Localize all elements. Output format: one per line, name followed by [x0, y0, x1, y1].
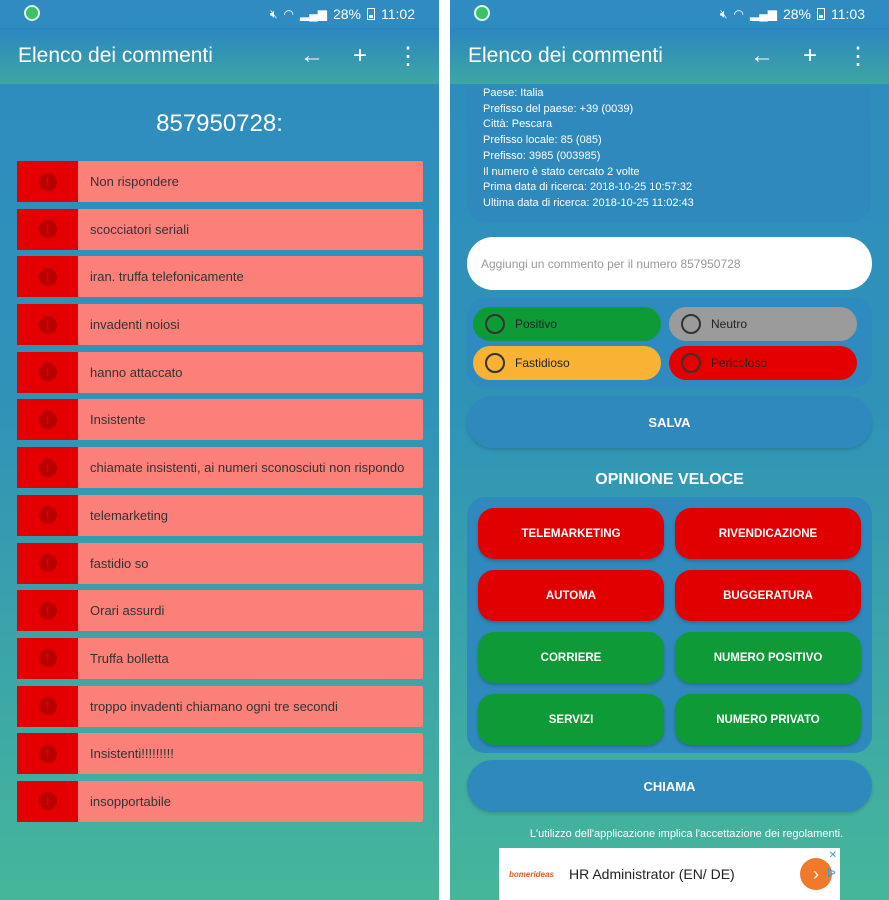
- alert-icon: !: [39, 459, 57, 477]
- terms-note: L'utilizzo dell'applicazione implica l'accettazione dei regolamenti.: [529, 828, 844, 840]
- quick-numero-privato-button[interactable]: NUMERO PRIVATO: [675, 694, 861, 745]
- comment-text: fastidio so: [90, 555, 149, 571]
- quick-automa-button[interactable]: AUTOMA: [478, 570, 664, 621]
- danger-badge: [17, 781, 78, 822]
- quick-rivendicazione-button[interactable]: RIVENDICAZIONE: [675, 508, 861, 559]
- page-title: Elenco dei commenti: [18, 44, 213, 67]
- clock: 11:02: [381, 6, 415, 22]
- add-comment-button[interactable]: [795, 41, 825, 71]
- quick-corriere-button[interactable]: CORRIERE: [478, 632, 664, 683]
- wifi-icon: ◠: [733, 7, 744, 21]
- danger-badge: [17, 733, 78, 774]
- mute-icon: 🔇︎: [269, 6, 278, 21]
- status-bar: [450, 0, 889, 28]
- arrow-left-icon: ←: [750, 42, 774, 69]
- comment-text: Insistenti!!!!!!!!!: [90, 746, 174, 762]
- quick-servizi-button[interactable]: SERVIZI: [478, 694, 664, 745]
- danger-badge: [17, 399, 78, 440]
- phone-number-heading: 857950728:: [156, 110, 283, 137]
- alert-icon: !: [39, 745, 57, 763]
- danger-badge: [17, 256, 78, 297]
- comment-text: iran. truffa telefonicamente: [90, 269, 244, 285]
- alert-icon: !: [39, 792, 57, 810]
- quick-opinion-title: OPINIONE VELOCE: [595, 471, 744, 488]
- number-detail-screen: [450, 0, 889, 900]
- info-first-search: Prima data di ricerca: 2018-10-25 10:57:32: [483, 181, 693, 194]
- comment-text: Non rispondere: [90, 174, 179, 189]
- danger-badge: [17, 447, 78, 488]
- comment-text: hanno attaccato: [90, 364, 183, 380]
- alert-icon: !: [39, 220, 57, 238]
- comment-row[interactable]: [17, 495, 423, 536]
- app-bar: [450, 28, 889, 84]
- alert-icon: !: [39, 602, 57, 620]
- alert-icon: !: [39, 554, 57, 572]
- danger-badge: [17, 590, 78, 631]
- radio-icon: [485, 314, 505, 334]
- info-country: Paese: Italia: [483, 87, 544, 99]
- quick-buggeratura-button[interactable]: BUGGERATURA: [675, 570, 861, 621]
- battery-icon: [817, 8, 825, 20]
- battery-percent: 28%: [782, 6, 811, 22]
- ad-text: HR Administrator (EN/ DE): [569, 866, 735, 882]
- quick-opinion-panel: [467, 497, 872, 753]
- rating-dangerous[interactable]: [669, 346, 857, 380]
- comment-row[interactable]: [17, 304, 423, 345]
- info-city: Città: Pescara: [483, 118, 553, 131]
- alert-icon: !: [39, 411, 57, 429]
- more-vert-icon: ⋮: [396, 42, 420, 70]
- rating-annoying[interactable]: [473, 346, 661, 380]
- rating-positive-label: Positivo: [515, 317, 558, 331]
- back-button[interactable]: [747, 41, 777, 71]
- status-bar: [0, 0, 439, 28]
- alert-icon: !: [39, 697, 57, 715]
- alert-icon: !: [39, 506, 57, 524]
- rating-positive[interactable]: [473, 307, 661, 341]
- comment-text: Truffa bolletta: [90, 650, 169, 666]
- info-country-prefix: Prefisso del paese: +39 (0039): [483, 102, 634, 115]
- comment-row[interactable]: [17, 686, 423, 727]
- danger-badge: [17, 304, 78, 345]
- ad-choices-icon[interactable]: ᐅ: [826, 866, 836, 880]
- plus-icon: +: [802, 42, 817, 69]
- wifi-icon: ◠: [283, 7, 294, 21]
- add-comment-button[interactable]: [345, 41, 375, 71]
- battery-icon: [367, 8, 375, 20]
- comment-text: telemarketing: [90, 507, 169, 523]
- info-local-prefix: Prefisso locale: 85 (085): [483, 134, 602, 147]
- alert-icon: !: [39, 649, 57, 667]
- comment-text: insopportabile: [90, 793, 171, 809]
- arrow-left-icon: ←: [300, 42, 324, 69]
- comment-row[interactable]: [17, 781, 423, 822]
- comment-row[interactable]: [17, 209, 423, 250]
- info-last-search: Ultima data di ricerca: 2018-10-25 11:02:43: [483, 196, 694, 209]
- overflow-menu-button[interactable]: [393, 41, 423, 71]
- more-vert-icon: ⋮: [846, 42, 870, 70]
- ad-close-icon[interactable]: ✕: [828, 850, 837, 861]
- info-search-count: Il numero è stato cercato 2 volte: [483, 165, 640, 178]
- screen-divider: [439, 0, 450, 900]
- comment-text: scocciatori seriali: [90, 221, 189, 237]
- whatsapp-notification-icon: [24, 5, 40, 21]
- danger-badge: [17, 161, 78, 202]
- overflow-menu-button[interactable]: [843, 41, 873, 71]
- comment-row[interactable]: [17, 256, 423, 297]
- quick-telemarketing-button[interactable]: TELEMARKETING: [478, 508, 664, 559]
- quick-numero-positivo-button[interactable]: NUMERO POSITIVO: [675, 632, 861, 683]
- comment-input[interactable]: [467, 237, 872, 290]
- battery-percent: 28%: [332, 6, 361, 22]
- rating-neutral[interactable]: [669, 307, 857, 341]
- radio-icon: [681, 314, 701, 334]
- radio-icon: [485, 353, 505, 373]
- radio-icon: [681, 353, 701, 373]
- danger-badge: [17, 209, 78, 250]
- rating-annoying-label: Fastidioso: [515, 356, 570, 370]
- comment-text: invadenti noiosi: [90, 317, 180, 333]
- mute-icon: 🔇︎: [719, 6, 728, 21]
- number-info-card: [467, 86, 871, 222]
- comment-row[interactable]: [17, 733, 423, 774]
- call-button[interactable]: CHIAMA: [467, 760, 872, 812]
- back-button[interactable]: [297, 41, 327, 71]
- comment-list: [17, 161, 423, 829]
- signal-icon: ▂▄▆: [750, 7, 777, 21]
- comment-text: troppo invadenti chiamano ogni tre secondi: [90, 698, 338, 714]
- app-bar: [0, 28, 439, 84]
- comment-row[interactable]: [17, 352, 423, 393]
- rating-dangerous-label: Pericoloso: [711, 356, 768, 370]
- comment-row[interactable]: [17, 399, 423, 440]
- alert-icon: !: [39, 268, 57, 286]
- comment-text: chiamate insistenti, ai numeri sconosciuti non rispondo: [90, 460, 405, 476]
- comment-text: Insistente: [90, 412, 146, 428]
- chevron-right-icon: ›: [813, 863, 819, 884]
- save-button[interactable]: SALVA: [467, 396, 872, 448]
- alert-icon: !: [39, 173, 57, 191]
- comment-text: Orari assurdi: [90, 603, 165, 619]
- danger-badge: [17, 352, 78, 393]
- info-prefix: Prefisso: 3985 (003985): [483, 149, 601, 162]
- comment-row[interactable]: [17, 543, 423, 584]
- danger-badge: [17, 543, 78, 584]
- whatsapp-notification-icon: [474, 5, 490, 21]
- comments-list-screen: [0, 0, 439, 900]
- plus-icon: +: [352, 42, 367, 69]
- ad-logo: bomerideas: [509, 869, 554, 879]
- danger-badge: [17, 495, 78, 536]
- comment-row[interactable]: [17, 590, 423, 631]
- comment-row[interactable]: [17, 638, 423, 679]
- danger-badge: [17, 686, 78, 727]
- signal-icon: ▂▄▆: [300, 7, 327, 21]
- ad-banner[interactable]: [499, 848, 840, 900]
- alert-icon: !: [39, 316, 57, 334]
- comment-row[interactable]: [17, 161, 423, 202]
- rating-neutral-label: Neutro: [711, 317, 748, 331]
- clock: 11:03: [831, 6, 865, 22]
- alert-icon: !: [39, 363, 57, 381]
- page-title: Elenco dei commenti: [468, 44, 663, 67]
- danger-badge: [17, 638, 78, 679]
- comment-row[interactable]: [17, 447, 423, 488]
- rating-panel: [467, 298, 872, 388]
